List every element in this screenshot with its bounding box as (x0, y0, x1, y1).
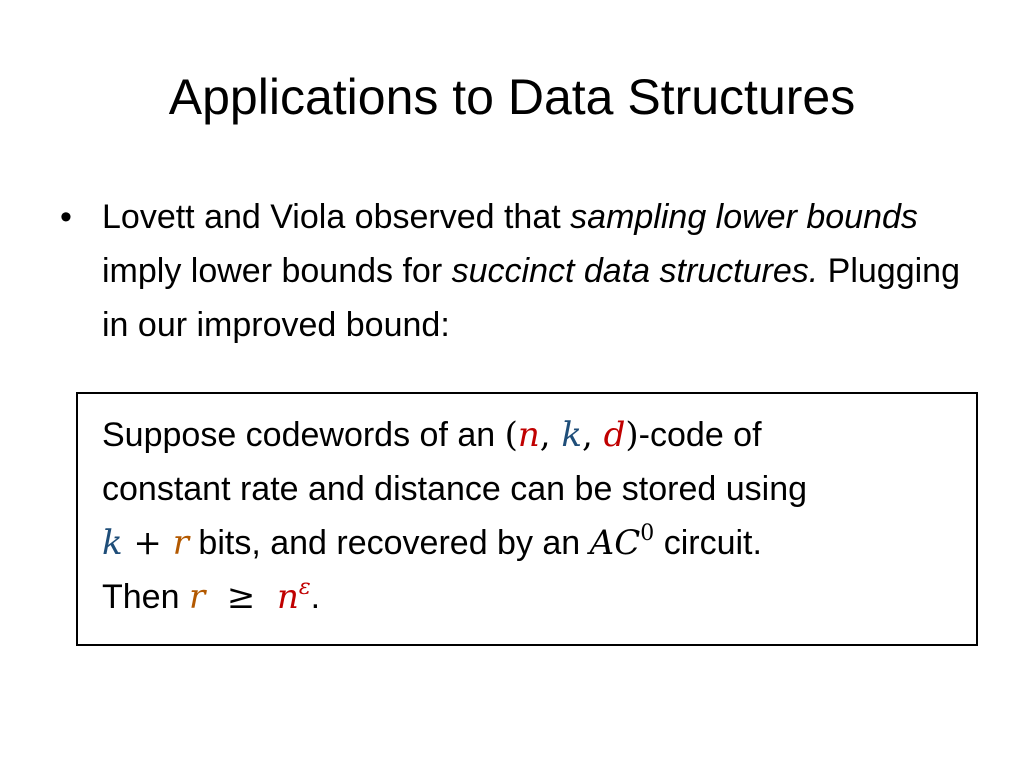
slide-title: Applications to Data Structures (168, 69, 856, 125)
theorem-line1-pre: Suppose codewords of an (102, 416, 505, 454)
bullet-italic-succinct: succinct data structures. (451, 252, 819, 290)
math-geq: ≥ (205, 577, 277, 617)
bullet-text-part2: imply lower bounds for (102, 252, 452, 290)
theorem-line-2: constant rate and distance can be stored using (102, 470, 808, 508)
math-plus: + (122, 523, 173, 563)
theorem-line-4 (102, 570, 972, 624)
math-var-k-2: k (102, 523, 123, 563)
theorem-text (102, 408, 972, 624)
math-var-r-2: r (188, 577, 206, 617)
theorem-line3-mid: bits, and recovered by an (188, 524, 590, 562)
math-var-n: n (517, 415, 540, 455)
theorem-line3-post: circuit. (654, 524, 762, 562)
math-ac: AC (589, 523, 641, 563)
bullet-text-part1: Lovett and Viola observed that (102, 198, 571, 236)
math-var-r: r (172, 523, 189, 563)
bullet-list (60, 190, 980, 352)
math-ac-superscript: 0 (640, 521, 655, 546)
math-paren-close: ) (625, 415, 639, 455)
bullet-text-part3: Plugging in our improved bound: (102, 252, 960, 344)
theorem-line4-pre: Then (102, 578, 189, 616)
math-comma-1: , (539, 415, 562, 455)
math-var-k: k (561, 415, 583, 455)
bullet-italic-sampling: sampling lower bounds (570, 198, 918, 236)
math-comma-2: , (582, 415, 604, 455)
math-epsilon-superscript: ε (298, 575, 311, 600)
theorem-box (76, 392, 978, 646)
math-var-n-2: n (276, 577, 299, 617)
theorem-line1-post: -code of (638, 416, 762, 454)
math-paren-open: ( (504, 415, 518, 455)
bullet-item (102, 190, 980, 352)
theorem-line-3 (102, 516, 972, 570)
theorem-line4-post: . (310, 578, 321, 616)
math-var-d: d (603, 415, 626, 455)
bullet-icon: • (60, 198, 72, 236)
theorem-line-1 (102, 408, 972, 462)
